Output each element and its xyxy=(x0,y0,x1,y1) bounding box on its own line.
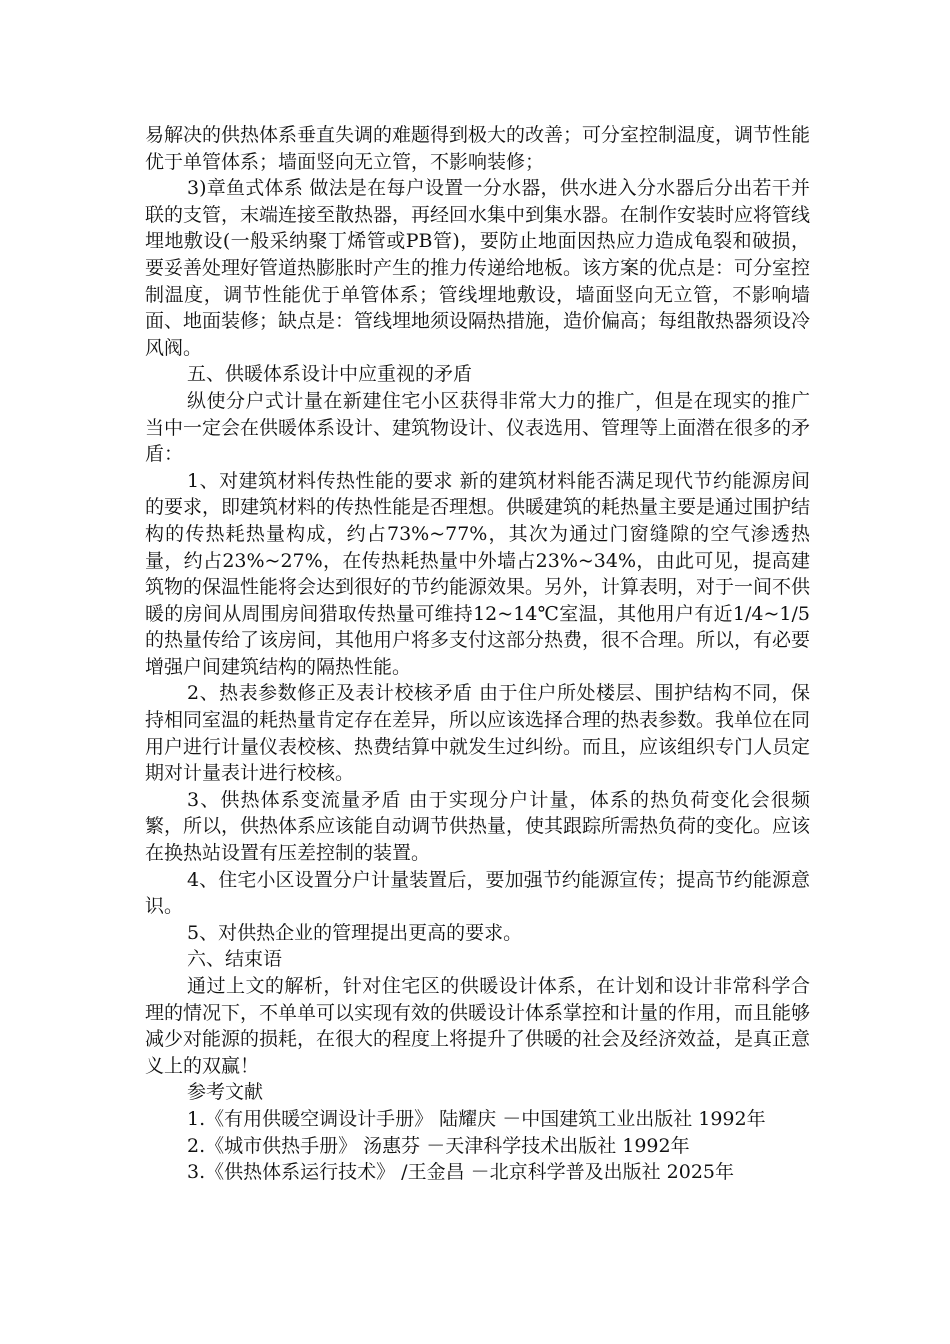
reference-item-1: 1.《有用供暖空调设计手册》 陆耀庆 －中国建筑工业出版社 1992年 xyxy=(187,1107,766,1130)
paragraph-intro-contradictions: 纵使分户式计量在新建住宅小区获得非常大力的推广，但是在现实的推广当中一定会在供暖体系设计、建筑物设计、仪表选用、管理等上面潜在很多的矛盾： xyxy=(145,389,811,466)
paragraph-item-5: 5、对供热企业的管理提出更高的要求。 xyxy=(187,921,523,944)
section-heading-6: 六、结束语 xyxy=(187,948,283,971)
paragraph-octopus-system: 3)章鱼式体系 做法是在每户设置一分水器，供水进入分水器后分出若干并联的支管，末端连接至散热器，再经回水集中到集水器。在制作安装时应将管线埋地敷设(一般采纳聚丁烯管或PB管)，要防止地面因热应力造成龟裂和破损，要妥善处理好管道热膨胀时产生的推力传递给地板。该方案的优点是：可分室控制温度，调节性能优于单管体系；管线埋地敷设，墙面竖向无立管，不影响墙面、地面装修；缺点是：管线埋地须设隔热措施，造价偏高；每组散热器须设冷风阀。 xyxy=(145,177,811,359)
paragraph-item-4: 4、住宅小区设置分户计量装置后，要加强节约能源宣传；提高节约能源意识。 xyxy=(145,868,810,918)
paragraph-item-1: 1、对建筑材料传热性能的要求 新的建筑材料能否满足现代节约能源房间的要求，即建筑材料的传热性能是否理想。供暖建筑的耗热量主要是通过围护结构的传热耗热量构成，约占73%~77%，其次为通过门窗缝隙的空气渗透热量，约占23%~27%，在传热耗热量中外墙占23%~34%，由此可见，提高建筑物的保温性能将会达到很好的节约能源效果。另外，计算表明，对于一间不供暖的房间从周围房间猎取传热量可维持12~14℃室温，其他用户有近1/4~1/5的热量传给了该房间，其他用户将多支付这部分热费，很不合理。所以，有必要增强户间建筑结构的隔热性能。 xyxy=(145,469,811,678)
reference-item-2: 2.《城市供热手册》 汤惠芬 －天津科学技术出版社 1992年 xyxy=(187,1134,690,1157)
references-heading: 参考文献 xyxy=(187,1081,264,1104)
document-body xyxy=(145,122,810,1186)
paragraph-item-2: 2、热表参数修正及表计校核矛盾 由于住户所处楼层、围护结构不同，保持相同室温的耗热量肯定存在差异，所以应该选择合理的热表参数。我单位在同用户进行计量仪表校核、热费结算中就发生过纠纷。而且，应该组织专门人员定期对计量表计进行校核。 xyxy=(145,682,811,785)
paragraph-conclusion: 通过上文的解析，针对住宅区的供暖设计体系，在计划和设计非常科学合理的情况下，不单单可以实现有效的供暖设计体系掌控和计量的作用，而且能够减少对能源的损耗，在很大的程度上将提升了供暖的社会及经济效益，是真正意义上的双赢！ xyxy=(145,975,811,1077)
paragraph-item-3: 3、供热体系变流量矛盾 由于实现分户计量，体系的热负荷变化会很频繁，所以，供热体系应该能自动调节供热量，使其跟踪所需热负荷的变化。应该在换热站设置有压差控制的装置。 xyxy=(145,788,811,865)
reference-item-3: 3.《供热体系运行技术》 /王金昌 －北京科学普及出版社 2025年 xyxy=(187,1161,735,1184)
section-heading-5: 五、供暖体系设计中应重视的矛盾 xyxy=(187,363,473,386)
paragraph-continuation: 易解决的供热体系垂直失调的难题得到极大的改善；可分室控制温度，调节性能优于单管体系；墙面竖向无立管，不影响装修； xyxy=(145,124,811,173)
